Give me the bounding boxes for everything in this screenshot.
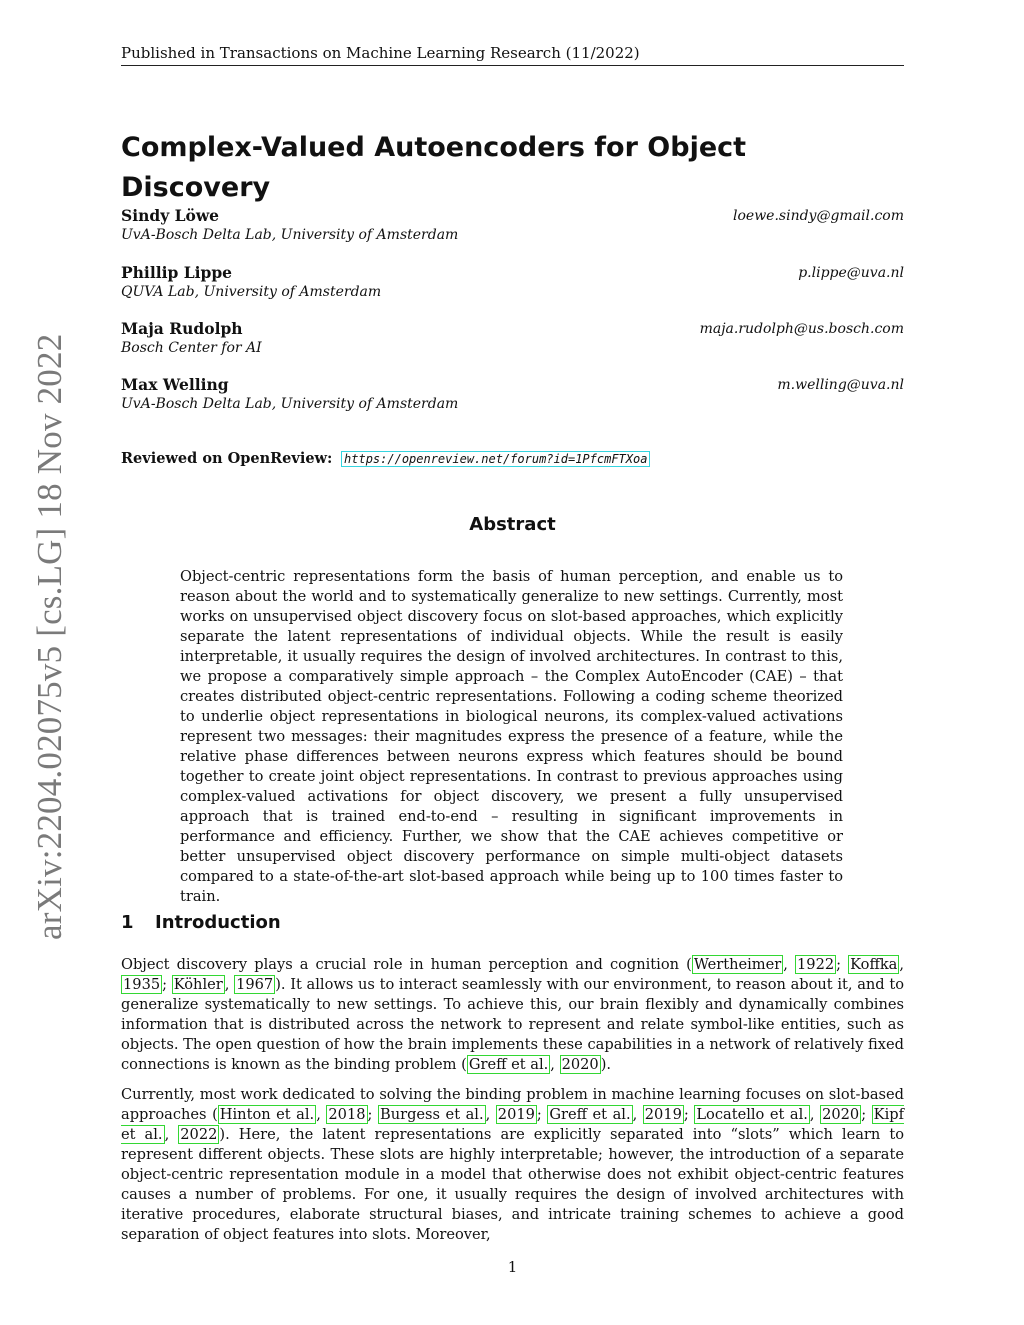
author-email: loewe.sindy@gmail.com — [733, 208, 904, 224]
arxiv-stamp: arXiv:2204.02075v5 [cs.LG] 18 Nov 2022 — [30, 333, 69, 940]
intro-paragraph-1 — [121, 955, 904, 1075]
text-run: , — [316, 1106, 327, 1123]
author-block — [121, 319, 904, 363]
author-email: m.welling@uva.nl — [777, 377, 904, 393]
intro-paragraph-2 — [121, 1085, 904, 1245]
text-run: ; — [536, 1106, 548, 1123]
citation-link[interactable]: Koffka — [850, 956, 898, 973]
author-name: Phillip Lippe — [121, 263, 233, 282]
section-heading-introduction — [121, 910, 904, 936]
citation-year-link[interactable]: 2019 — [644, 1106, 682, 1123]
text-run: Currently, most work dedicated to solving the binding problem in machine learning focuses on slot-based approaches ( — [121, 1086, 904, 1123]
text-run: ; — [162, 976, 172, 993]
citation-year-link[interactable]: 2022 — [180, 1126, 218, 1143]
text-run: , — [632, 1106, 643, 1123]
running-header — [121, 42, 904, 66]
text-run: ). Here, the latent representations are explicitly separated into “slots” which learn to represent different objects. These slots are highly interpretable; however, the introduction of a separate object-centric representation module in a model that otherwise does not exhibit object-centric features causes a number of problems. For one, it usually requires the design of involved architectures with iterative procedures, elaborate structural biases, and intricate training schemes to achieve a good separation of object features into slots. Moreover, — [121, 1126, 904, 1243]
citation-year-link[interactable]: 1967 — [236, 976, 274, 993]
text-run: ; — [683, 1106, 695, 1123]
citation-year-link[interactable]: 2020 — [561, 1056, 599, 1073]
text-run: Object discovery plays a crucial role in human perception and cognition ( — [121, 956, 692, 973]
text-run: ; — [367, 1106, 378, 1123]
author-affiliation: Bosch Center for AI — [121, 340, 262, 356]
text-run: , — [899, 956, 905, 973]
author-affiliation: UvA-Bosch Delta Lab, University of Amsterdam — [121, 227, 459, 243]
abstract-text: Object-centric representations form the basis of human perception, and enable us to reason about the world and to systematically generalize to new settings. Currently, most works on unsupervised object discovery focus on slot-based approaches, which explicitly separate the latent representations of individual objects. While the result is easily interpretable, it usually requires the design of involved architectures. In contrast to this, we propose a comparatively simple approach – the Complex AutoEncoder (CAE) – that creates distributed object-centric representations. Following a coding scheme theorized to underlie object representations in biological neurons, its complex-valued activations represent two messages: their magnitudes express the presence of a feature, while the relative phase differences between neurons express which features should be bound together to create joint object representations. In contrast to previous approaches using complex-valued activations for object discovery, we present a fully unsupervised approach that is trained end-to-end – resulting in significant improvements in performance and efficiency. Further, we show that the CAE achieves competitive or better unsupervised object discovery performance on simple multi-object datasets compared to a state-of-the-art slot-based approach while being up to 100 times faster to train. — [180, 568, 843, 905]
openreview-line — [121, 449, 904, 469]
section-number: 1 — [121, 912, 134, 933]
running-head-text: Published in Transactions on Machine Learning Research (11/2022) — [121, 44, 640, 62]
author-email: maja.rudolph@us.bosch.com — [699, 321, 904, 337]
citation-link[interactable]: Greff et al. — [468, 1056, 549, 1073]
paper-title: Complex-Valued Autoencoders for Object Discovery — [121, 132, 747, 203]
text-run: ; — [836, 956, 849, 973]
author-block — [121, 375, 904, 419]
text-run: , — [485, 1106, 496, 1123]
author-email: p.lippe@uva.nl — [798, 265, 904, 281]
author-affiliation: QUVA Lab, University of Amsterdam — [121, 284, 382, 300]
text-run: , — [164, 1126, 179, 1143]
text-run: ). — [600, 1056, 612, 1073]
author-name: Maja Rudolph — [121, 319, 243, 338]
text-run: , — [550, 1056, 560, 1073]
citation-year-link[interactable]: 2018 — [328, 1106, 366, 1123]
citation-year-link[interactable]: 2019 — [497, 1106, 535, 1123]
text-run: , — [809, 1106, 821, 1123]
citation-link[interactable]: Locatello et al. — [696, 1106, 808, 1123]
author-name: Sindy Löwe — [121, 206, 220, 225]
citation-year-link[interactable]: 1935 — [123, 976, 161, 993]
author-name: Max Welling — [121, 375, 229, 394]
text-run: ; — [861, 1106, 872, 1123]
citation-link[interactable]: Köhler — [173, 976, 223, 993]
author-block — [121, 206, 904, 250]
text-run: , — [224, 976, 235, 993]
abstract-heading: Abstract — [469, 514, 556, 535]
citation-year-link[interactable]: 1922 — [797, 956, 835, 973]
citation-link[interactable]: Wertheimer — [693, 956, 782, 973]
author-block — [121, 263, 904, 307]
citation-link[interactable]: Kipf et al. — [121, 1106, 904, 1143]
page-number: 1 — [507, 1258, 518, 1276]
author-affiliation: UvA-Bosch Delta Lab, University of Amsterdam — [121, 396, 459, 412]
citation-link[interactable]: Greff et al. — [549, 1106, 631, 1123]
citation-year-link[interactable]: 2020 — [822, 1106, 860, 1123]
openreview-link[interactable]: https://openreview.net/forum?id=1PfcmFTXoa — [341, 451, 650, 467]
citation-link[interactable]: Hinton et al. — [219, 1106, 315, 1123]
openreview-label: Reviewed on OpenReview: — [121, 450, 333, 467]
citation-link[interactable]: Burgess et al. — [379, 1106, 484, 1123]
section-title: Introduction — [155, 912, 281, 933]
text-run: ). It allows us to interact seamlessly with our environment, to reason about it, and to generalize systematically to new settings. To achieve this, our brain flexibly and dynamically combines information that is distributed across the network to represent and relate symbol-like entities, such as objects. The open question of how the brain implements these capabilities in a network of relatively fixed connections is known as the binding problem ( — [121, 976, 904, 1073]
text-run: , — [783, 956, 795, 973]
